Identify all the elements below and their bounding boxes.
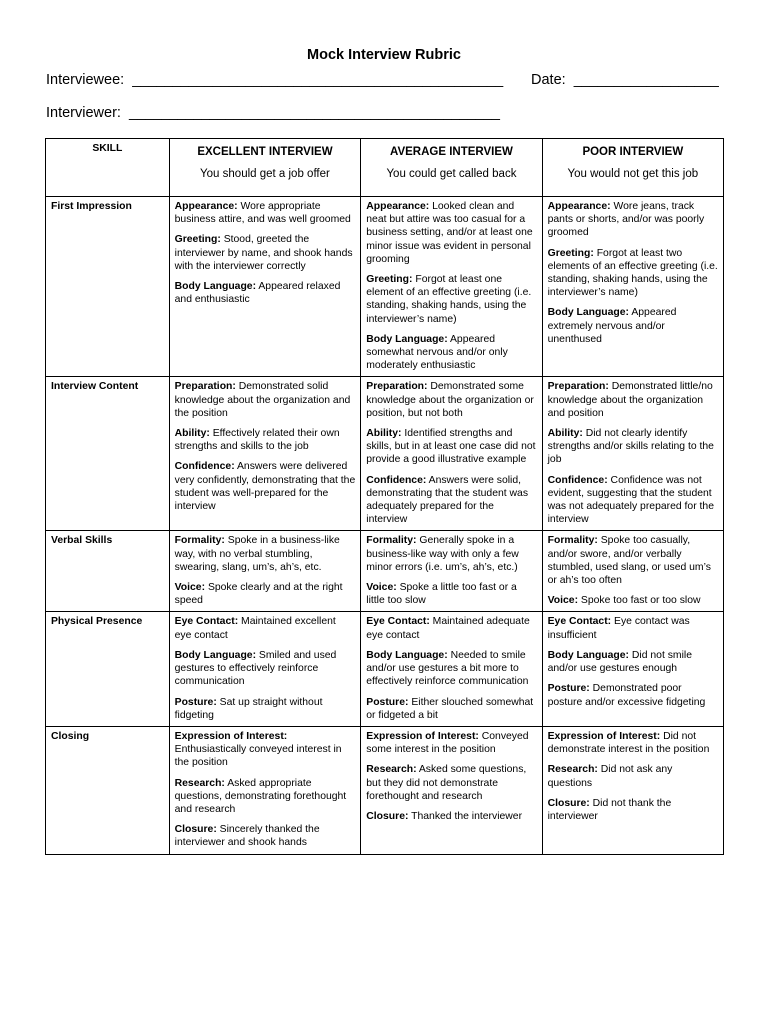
criterion-text: Demonstrated little/no knowledge about the organization and position bbox=[547, 381, 713, 419]
skill-name: Verbal Skills bbox=[46, 531, 170, 612]
criterion-label: Preparation: bbox=[547, 381, 609, 393]
criterion-label: Confidence: bbox=[174, 461, 235, 473]
criterion bbox=[366, 696, 536, 722]
poor-criteria-cell bbox=[542, 197, 723, 377]
excellent-column-header bbox=[169, 139, 361, 197]
criterion bbox=[366, 763, 536, 803]
level-outcome: You should get a job offer bbox=[200, 167, 330, 180]
skill-name: First Impression bbox=[46, 197, 170, 377]
criterion bbox=[548, 594, 718, 607]
table-row bbox=[46, 197, 724, 377]
criterion bbox=[366, 200, 536, 266]
criterion-text: Did not demonstrate interest in the position bbox=[547, 730, 710, 756]
criterion-text: Generally spoke in a business-like way with only a few minor errors (i.e. um’s, ah’s, etc.) bbox=[366, 535, 519, 573]
average-criteria-cell bbox=[361, 197, 542, 377]
excellent-criteria-cell bbox=[169, 531, 361, 612]
average-column-header bbox=[361, 139, 542, 197]
criterion-text: Demonstrated solid knowledge about the organization and the position bbox=[174, 381, 351, 419]
criterion-label: Eye Contact: bbox=[174, 616, 239, 628]
criterion bbox=[366, 474, 536, 527]
criterion bbox=[175, 380, 356, 420]
criterion-label: Ability: bbox=[174, 428, 210, 440]
criterion-label: Confidence: bbox=[547, 474, 608, 486]
criterion bbox=[175, 233, 356, 273]
criterion-text: Maintained excellent eye contact bbox=[174, 616, 336, 641]
criterion bbox=[366, 427, 536, 467]
criterion bbox=[366, 581, 536, 607]
criterion-label: Body Language: bbox=[366, 333, 448, 345]
excellent-criteria-cell bbox=[169, 612, 361, 726]
criterion-label: Appearance: bbox=[366, 201, 430, 212]
criterion-text: Answers were delivered very confidently, demonstrating that the student was well-prepared for the interview bbox=[174, 461, 356, 513]
criterion-label: Confidence: bbox=[366, 474, 427, 486]
skill-column-header: SKILL bbox=[46, 139, 170, 197]
criterion bbox=[366, 615, 536, 641]
criterion-label: Greeting: bbox=[547, 247, 594, 259]
criterion-label: Eye Contact: bbox=[547, 616, 612, 628]
criterion-text: Forgot at least two elements of an effective greeting (i.e. standing, shaking hands, using the interviewer’s name) bbox=[547, 247, 718, 299]
criterion-label: Voice: bbox=[547, 595, 579, 607]
level-name: POOR INTERVIEW bbox=[582, 146, 684, 158]
criterion bbox=[548, 380, 718, 420]
criterion bbox=[175, 730, 356, 770]
criterion bbox=[548, 200, 718, 240]
criterion-text: Asked appropriate questions, demonstrating forethought and research bbox=[174, 777, 347, 815]
criterion-label: Voice: bbox=[366, 582, 397, 594]
criterion-text: Wore appropriate business attire, and was well groomed bbox=[174, 201, 351, 226]
criterion-text: Appeared somewhat nervous and/or only moderately enthusiastic bbox=[366, 333, 508, 372]
criterion bbox=[548, 730, 718, 756]
criterion-text: Sat up straight without fidgeting bbox=[174, 696, 323, 721]
skill-name: Closing bbox=[46, 726, 170, 854]
criterion-text: Maintained adequate eye contact bbox=[366, 616, 530, 641]
criterion bbox=[175, 649, 356, 689]
poor-criteria-cell bbox=[542, 726, 723, 854]
criterion-text: Conveyed some interest in the position bbox=[366, 730, 529, 756]
criterion-text: Looked clean and neat but attire was too casual for a business setting, and/or at least one minor issue was evident in personal grooming bbox=[366, 201, 533, 265]
average-criteria-cell bbox=[361, 726, 542, 854]
criterion-text: Did not ask any questions bbox=[547, 764, 673, 789]
criterion-label: Research: bbox=[366, 764, 417, 776]
criterion-text: Did not clearly identify strengths and/or skills relating to the job bbox=[547, 428, 714, 466]
criterion-label: Closure: bbox=[366, 810, 409, 822]
level-outcome: You could get called back bbox=[386, 167, 517, 180]
criterion bbox=[175, 823, 356, 849]
criterion-label: Closure: bbox=[547, 797, 590, 809]
criterion-label: Posture: bbox=[366, 696, 409, 708]
level-name: EXCELLENT INTERVIEW bbox=[197, 146, 333, 158]
criterion bbox=[548, 534, 718, 587]
criterion bbox=[366, 649, 536, 689]
criterion-text: Stood, greeted the interviewer by name, and shook hands with the interviewer correctly bbox=[174, 234, 353, 272]
level-outcome: You would not get this job bbox=[567, 167, 699, 180]
criterion bbox=[548, 682, 718, 708]
criterion bbox=[175, 696, 356, 722]
criterion-label: Posture: bbox=[174, 696, 217, 708]
average-criteria-cell bbox=[361, 531, 542, 612]
criterion bbox=[175, 427, 356, 453]
criterion bbox=[175, 460, 356, 513]
criterion-text: Did not smile and/or use gestures enough bbox=[547, 649, 692, 675]
page-title: Mock Interview Rubric bbox=[307, 47, 461, 63]
table-row bbox=[46, 726, 724, 854]
criterion-text: Either slouched somewhat or fidgeted a bit bbox=[366, 696, 534, 721]
criterion bbox=[548, 763, 718, 789]
poor-criteria-cell bbox=[542, 377, 723, 531]
poor-criteria-cell bbox=[542, 531, 723, 612]
interviewee-field: Interviewee: ______________________________________________ bbox=[46, 72, 504, 88]
criterion-label: Eye Contact: bbox=[366, 616, 430, 628]
criterion-label: Appearance: bbox=[547, 201, 611, 212]
criterion bbox=[175, 200, 356, 226]
criterion-label: Body Language: bbox=[547, 649, 630, 661]
criterion-label: Research: bbox=[174, 777, 225, 789]
criterion-text: Effectively related their own strengths and skills to the job bbox=[174, 428, 340, 453]
rubric-body bbox=[46, 197, 724, 855]
average-criteria-cell bbox=[361, 377, 542, 531]
criterion bbox=[366, 380, 536, 420]
table-row bbox=[46, 531, 724, 612]
criterion-text: Spoke too fast or too slow bbox=[578, 595, 701, 607]
header-row bbox=[46, 139, 724, 197]
criterion-label: Preparation: bbox=[174, 381, 236, 393]
criterion-label: Greeting: bbox=[174, 234, 221, 246]
criterion-label: Expression of Interest: bbox=[547, 730, 661, 742]
criterion bbox=[548, 797, 718, 823]
table-row bbox=[46, 612, 724, 726]
criterion-text: Appeared extremely nervous and/or unenthused bbox=[547, 307, 677, 345]
criterion-text: Sincerely thanked the interviewer and shook hands bbox=[174, 824, 320, 849]
criterion-label: Body Language: bbox=[174, 649, 257, 661]
criterion bbox=[548, 615, 718, 641]
criterion-label: Posture: bbox=[547, 683, 590, 695]
rubric-table bbox=[45, 138, 724, 855]
criterion bbox=[175, 615, 356, 641]
criterion bbox=[175, 777, 356, 817]
poor-column-header bbox=[542, 139, 723, 197]
criterion-label: Ability: bbox=[366, 428, 402, 440]
criterion-text: Did not thank the interviewer bbox=[547, 797, 672, 822]
criterion-label: Closure: bbox=[174, 824, 217, 836]
criterion-text: Spoke too casually, and/or swore, and/or verbally stumbled, used slang, or used um’s or ah’s too often bbox=[547, 535, 711, 587]
criterion bbox=[366, 273, 536, 326]
criterion bbox=[548, 427, 718, 467]
criterion-label: Appearance: bbox=[174, 201, 238, 212]
table-row bbox=[46, 377, 724, 531]
excellent-criteria-cell bbox=[169, 726, 361, 854]
criterion-text: Wore jeans, track pants or shorts, and/or was poorly groomed bbox=[547, 201, 705, 239]
excellent-criteria-cell bbox=[169, 377, 361, 531]
criterion-label: Greeting: bbox=[366, 274, 413, 286]
criterion bbox=[366, 810, 536, 823]
date-field: Date: __________________ bbox=[531, 72, 719, 88]
criterion-label: Expression of Interest: bbox=[174, 730, 288, 742]
criterion bbox=[548, 474, 718, 527]
excellent-criteria-cell bbox=[169, 197, 361, 377]
criterion-text: Asked some questions, but they did not demonstrate forethought and research bbox=[366, 764, 527, 802]
criterion-text: Spoke in a business-like way, with no verbal stumbling, swearing, slang, um’s, ah’s, etc. bbox=[174, 535, 340, 573]
criterion-text: Needed to smile and/or use gestures a bit more to effectively reinforce communication bbox=[366, 649, 529, 688]
criterion-text: Thanked the interviewer bbox=[408, 810, 523, 822]
criterion-text: Identified strengths and skills, but in at least one case did not provide a good illustrative example bbox=[366, 428, 536, 466]
skill-name: Interview Content bbox=[46, 377, 170, 531]
criterion-label: Body Language: bbox=[366, 649, 448, 661]
criterion-label: Voice: bbox=[174, 582, 206, 594]
criterion-label: Ability: bbox=[547, 428, 583, 440]
interviewer-field: Interviewer: ______________________________________________ bbox=[46, 105, 500, 121]
criterion-text: Answers were solid, demonstrating that the student was adequately prepared for the interview bbox=[366, 474, 529, 526]
criterion-text: Forgot at least one element of an effective greeting (i.e. standing, shaking hands, using the interviewer’s name) bbox=[366, 274, 532, 325]
criterion bbox=[548, 649, 718, 675]
criterion-label: Research: bbox=[547, 764, 598, 776]
criterion-label: Preparation: bbox=[366, 381, 428, 393]
criterion-label: Formality: bbox=[547, 535, 598, 547]
criterion bbox=[175, 581, 356, 607]
criterion-text: Spoke clearly and at the right speed bbox=[174, 582, 343, 607]
criterion-label: Formality: bbox=[366, 535, 417, 547]
criterion bbox=[548, 306, 718, 346]
criterion-text: Eye contact was insufficient bbox=[547, 616, 690, 641]
criterion-text: Enthusiastically conveyed interest in the position bbox=[174, 744, 342, 769]
criterion-label: Expression of Interest: bbox=[366, 730, 479, 742]
criterion bbox=[366, 333, 536, 373]
criterion-text: Demonstrated some knowledge about the organization or position, but not both bbox=[366, 381, 534, 419]
criterion bbox=[548, 247, 718, 300]
average-criteria-cell bbox=[361, 612, 542, 726]
criterion bbox=[175, 534, 356, 574]
criterion-text: Spoke a little too fast or a little too slow bbox=[366, 582, 517, 607]
skill-name: Physical Presence bbox=[46, 612, 170, 726]
criterion-text: Confidence was not evident, suggesting that the student was not adequately prepared for the interview bbox=[547, 474, 714, 526]
criterion-label: Body Language: bbox=[174, 281, 257, 293]
criterion bbox=[175, 280, 356, 306]
criterion bbox=[366, 730, 536, 756]
criterion-label: Formality: bbox=[174, 535, 225, 547]
poor-criteria-cell bbox=[542, 612, 723, 726]
criterion-label: Body Language: bbox=[547, 307, 630, 319]
criterion-text: Appeared relaxed and enthusiastic bbox=[174, 281, 341, 306]
criterion-text: Demonstrated poor posture and/or excessive fidgeting bbox=[547, 683, 706, 708]
criterion bbox=[366, 534, 536, 574]
level-name: AVERAGE INTERVIEW bbox=[390, 146, 513, 158]
criterion-text: Smiled and used gestures to effectively reinforce communication bbox=[174, 649, 337, 688]
